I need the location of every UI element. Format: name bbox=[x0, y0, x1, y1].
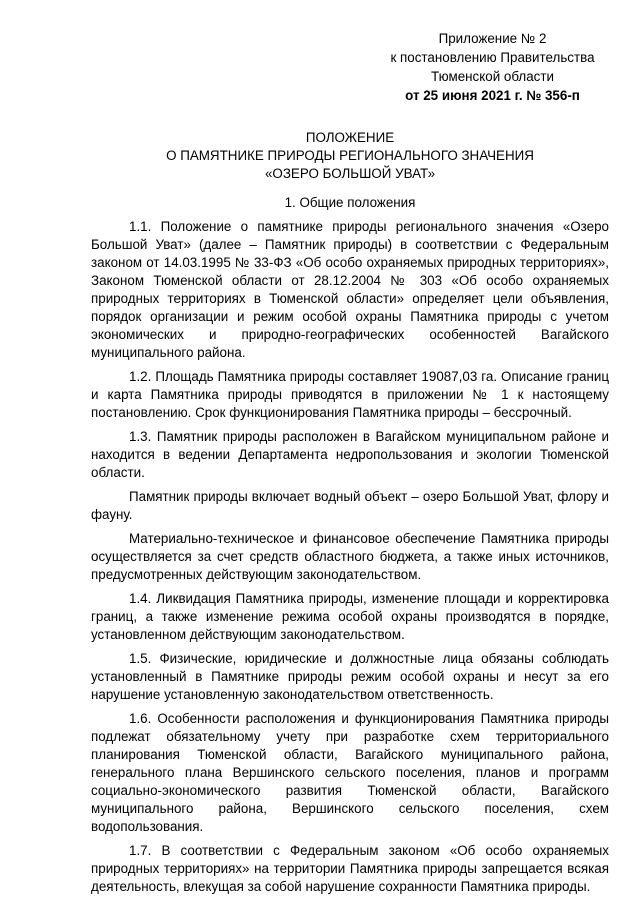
paragraph-funding: Материально-техническое и финансовое обеспечение Памятника природы осуществляется за счет средств областного бюджета, а также иных источников, предусмотренных действующим законодательством. bbox=[91, 531, 609, 582]
document-title bbox=[90, 129, 610, 183]
paragraph-1-3: 1.3. Памятник природы расположен в Вагайском муниципальном районе и находится в ведении Департамента недропользования и экологии Тюменской области. bbox=[91, 429, 609, 480]
appendix-resolution-ref: к постановлению Правительства bbox=[390, 50, 595, 65]
appendix-number: Приложение № 2 bbox=[438, 31, 547, 46]
title-line-1: ПОЛОЖЕНИЕ bbox=[305, 130, 395, 145]
paragraph-composition: Памятник природы включает водный объект – озеро Большой Уват, флору и фауну. bbox=[91, 489, 609, 522]
paragraph-1-7: 1.7. В соответствии с Федеральным законом «Об особо охраняемых природных территориях» на территории Памятника природы запрещается всякая деятельность, влекущая за собой нарушение сохранности Памятника природы. bbox=[91, 843, 609, 894]
appendix-header bbox=[380, 29, 605, 105]
paragraph-1-5: 1.5. Физические, юридические и должностные лица обязаны соблюдать установленный в Памятнике природы режим особой охраны и несут за его нарушение установленную законодательством ответственность. bbox=[91, 651, 609, 702]
section-heading: 1. Общие положения bbox=[284, 195, 416, 210]
document-body bbox=[91, 218, 609, 902]
title-line-2: О ПАМЯТНИКЕ ПРИРОДЫ РЕГИОНАЛЬНОГО ЗНАЧЕНИЯ bbox=[166, 148, 534, 163]
appendix-region: Тюменской области bbox=[431, 69, 554, 84]
paragraph-1-4: 1.4. Ликвидация Памятника природы, изменение площади и корректировка границ, а также изменение режима особой охраны производятся в порядке, установленном действующим законодательством. bbox=[91, 591, 609, 642]
paragraph-1-2: 1.2. Площадь Памятника природы составляет 19087,03 га. Описание границ и карта Памятника природы приводятся в приложении № 1 к настоящему постановлению. Срок функционирования Памятника природы – бессрочный. bbox=[91, 369, 609, 420]
appendix-date-number: от 25 июня 2021 г. № 356-п bbox=[405, 88, 580, 103]
paragraph-1-1: 1.1. Положение о памятнике природы регионального значения «Озеро Большой Уват» (далее – Памятник природы) в соответствии с Федеральным законом от 14.03.1995 № 33-ФЗ «Об особо охраняемых природных территориях», Законом Тюменской области от 28.12.2004 № 303 «Об особо охраняемых природных территориях в Тюменской области» определяет цели объявления, порядок организации и режим особой охраны Памятника природы с учетом экономических и природно-географических особенностей Вагайского муниципального района. bbox=[91, 219, 609, 360]
paragraph-1-6: 1.6. Особенности расположения и функционирования Памятника природы подлежат обязательному учету при разработке схем территориального планирования Тюменской области, Вагайского муниципального района, генерального плана Вершинского сельского поселения, планов и программ социально-экономического развития Тюменской области, Вагайского муниципального района, Вершинского сельского поселения, схем водопользования. bbox=[91, 711, 609, 834]
title-line-3: «ОЗЕРО БОЛЬШОЙ УВАТ» bbox=[264, 166, 436, 181]
